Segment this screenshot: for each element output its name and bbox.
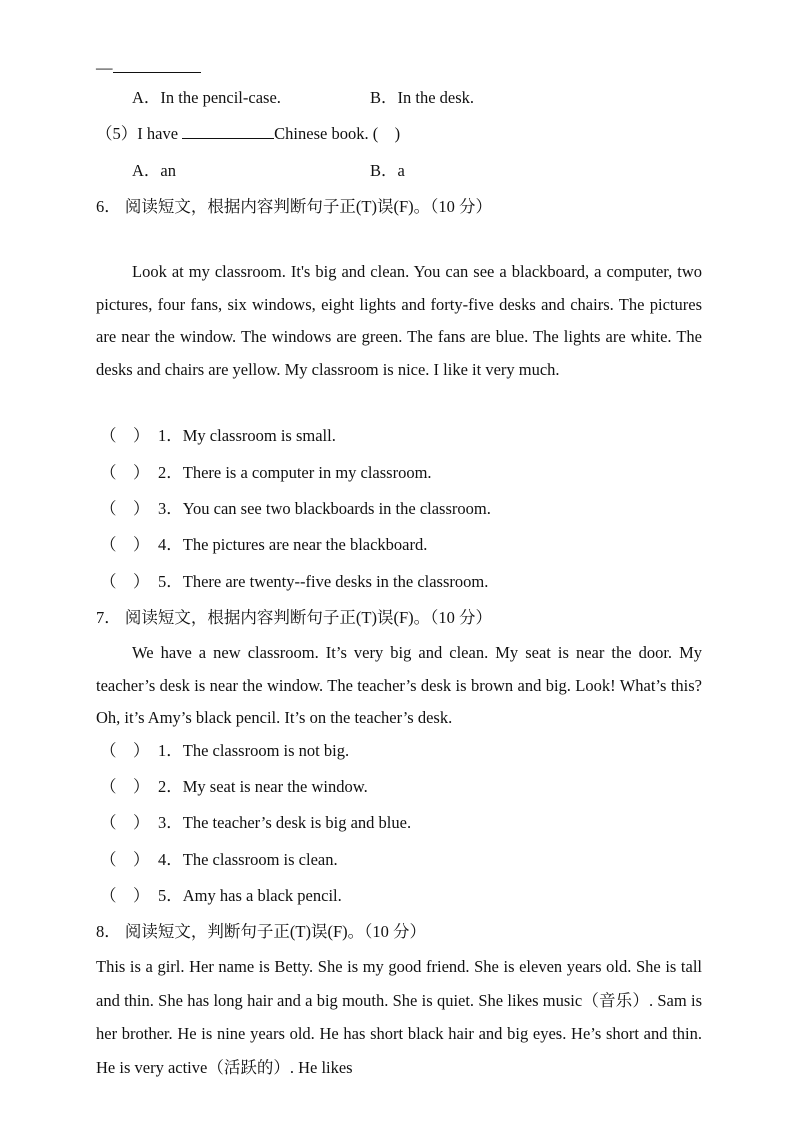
- answer-paren[interactable]: （ ）: [100, 850, 150, 869]
- answer-paren[interactable]: （ ）: [100, 535, 150, 554]
- s6-item-2: [100, 463, 432, 483]
- option-a: A．In the pencil-case.: [132, 88, 281, 107]
- s7-item-1-text: 1．The classroom is not big.: [158, 741, 350, 760]
- section-7-passage: [96, 637, 702, 735]
- s6-item-5: [100, 572, 488, 592]
- s7-item-5: [100, 886, 342, 906]
- s7-item-1: [100, 741, 349, 761]
- s6-item-1-text: 1．My classroom is small.: [158, 426, 336, 445]
- section-8-passage: [96, 950, 702, 1084]
- question-5-suffix: Chinese book. ( ): [274, 124, 401, 143]
- s7-item-5-text: 5．Amy has a black pencil.: [158, 886, 342, 905]
- section-6-heading: 6． 阅读短文，根据内容判断句子正(T)误(F)。（10 分）: [96, 197, 492, 216]
- s6-item-4-text: 4．The pictures are near the blackboard.: [158, 535, 428, 554]
- s6-item-3: [100, 499, 491, 519]
- fill-blank[interactable]: [113, 58, 201, 73]
- answer-paren[interactable]: （ ）: [100, 813, 150, 832]
- answer-paren[interactable]: （ ）: [100, 777, 150, 796]
- section-8-heading: 8． 阅读短文，判断句子正(T)误(F)。（10 分）: [96, 922, 426, 941]
- section-8-passage-text: This is a girl. Her name is Betty. She is my good friend. She is eleven years old. She is tall and thin. She has long hair and a big mouth. She is quiet. She likes music（音乐）. Sam is her brother. He is nine years old. He has short black hair and big eyes. He’s short and thin. He is very active（活跃的）. He likes: [96, 957, 702, 1077]
- section-6-passage: [96, 256, 702, 386]
- answer-paren[interactable]: （ ）: [100, 463, 150, 482]
- section-7-passage-text: We have a new classroom. It’s very big and clean. My seat is near the door. My teacher’s desk is near the window. The teacher’s desk is brown and big. Look! What’s this? Oh, it’s Amy’s black pencil. It’s on the teacher’s desk.: [96, 643, 702, 727]
- section-6-passage-text: Look at my classroom. It's big and clean. You can see a blackboard, a computer, two pictures, four fans, six windows, eight lights and forty-five desks and chairs. The pictures are near the window. The windows are green. The fans are blue. The lights are white. The desks and chairs are yellow. My classroom is nice. I like it very much.: [96, 262, 702, 379]
- answer-paren[interactable]: （ ）: [100, 499, 150, 518]
- question-5-prefix: （5）I have: [96, 124, 183, 143]
- question-5: [96, 124, 400, 144]
- answer-paren[interactable]: （ ）: [100, 572, 150, 591]
- s6-item-3-text: 3．You can see two blackboards in the classroom.: [158, 499, 491, 518]
- s7-item-2-text: 2．My seat is near the window.: [158, 777, 368, 796]
- q5-option-a: A．an: [132, 161, 176, 180]
- section-7-heading: 7． 阅读短文，根据内容判断句子正(T)误(F)。（10 分）: [96, 608, 492, 627]
- fill-blank[interactable]: [182, 124, 274, 139]
- answer-paren[interactable]: （ ）: [100, 741, 150, 760]
- s7-item-3-text: 3．The teacher’s desk is big and blue.: [158, 813, 412, 832]
- option-b: B．In the desk.: [370, 88, 475, 107]
- s6-item-4: [100, 535, 427, 555]
- answer-line: [96, 58, 201, 78]
- s7-item-4: [100, 850, 338, 870]
- s7-item-2: [100, 777, 368, 797]
- s6-item-1: [100, 426, 336, 446]
- answer-paren[interactable]: （ ）: [100, 886, 150, 905]
- s7-item-3: [100, 813, 411, 833]
- s6-item-5-text: 5．There are twenty--five desks in the classroom.: [158, 572, 489, 591]
- s6-item-2-text: 2．There is a computer in my classroom.: [158, 463, 432, 482]
- answer-paren[interactable]: （ ）: [100, 426, 150, 445]
- dash: —: [96, 58, 113, 77]
- s7-item-4-text: 4．The classroom is clean.: [158, 850, 338, 869]
- q5-option-b: B．a: [370, 161, 405, 180]
